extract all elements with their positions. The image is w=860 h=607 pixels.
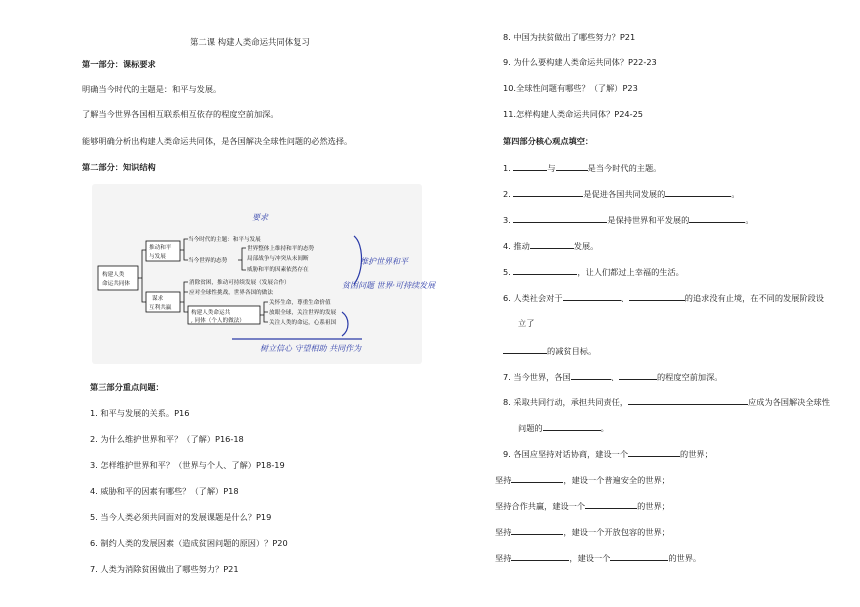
fill-13-text-b: ，建设一个 bbox=[569, 553, 611, 563]
blank-6b bbox=[629, 292, 685, 301]
diagram-s1: 世界整体上维持和平的态势 bbox=[247, 246, 315, 252]
fill-5-text: ，让人们都过上幸福的生活。 bbox=[577, 267, 684, 277]
diagram-community-line1: 构建人类命运共 bbox=[191, 310, 231, 316]
fill-9-text-b: 的世界； bbox=[680, 449, 713, 459]
fill-12 bbox=[495, 526, 670, 538]
fill-12-text-b: ，建设一个开放包容的世界； bbox=[563, 527, 670, 537]
question-3: 3. 怎样维护世界和平？（世界与个人、了解）P18-19 bbox=[90, 460, 285, 470]
fill-6-cont: 立了 bbox=[518, 318, 535, 328]
blank-3a bbox=[513, 214, 607, 223]
blank-6a bbox=[563, 292, 621, 301]
blank-12a bbox=[511, 526, 563, 535]
diagram-global: 应对全球性挑战，世界各国的做法 bbox=[189, 290, 273, 296]
fill-13 bbox=[495, 552, 701, 564]
question-11: 11.怎样构建人类命运共同体？P24-25 bbox=[503, 109, 643, 119]
blank-11a bbox=[585, 500, 637, 509]
diagram-note-poverty: 贫困问题 世界·可持续发展 bbox=[342, 281, 436, 290]
question-9: 9. 为什么要构建人类命运共同体？P22-23 bbox=[503, 57, 657, 67]
fill-11-text-a: 坚持合作共赢，建设一个 bbox=[495, 501, 586, 511]
requirement-1: 明确当今时代的主题是：和平与发展。 bbox=[82, 84, 222, 94]
diagram-branch2-line2: 互利共赢 bbox=[149, 305, 172, 311]
diagram-theme: 当今时代的主题：和平与发展 bbox=[188, 237, 261, 243]
fill-2 bbox=[503, 188, 740, 200]
document-title: 第二课 构建人类命运共同体复习 bbox=[190, 37, 310, 47]
blank-9a bbox=[628, 448, 680, 457]
blank-7b bbox=[619, 371, 657, 380]
fill-10-text-a: 坚持 bbox=[495, 475, 512, 485]
fill-13-text-a: 坚持 bbox=[495, 553, 512, 563]
question-4: 4. 威胁和平的因素有哪些？（了解）P18 bbox=[90, 486, 239, 496]
blank-8b bbox=[543, 422, 601, 431]
fill-8 bbox=[503, 396, 830, 408]
fill-2-number: 2. bbox=[503, 189, 511, 199]
blank-13b bbox=[610, 552, 668, 561]
fill-3-text-b: 。 bbox=[745, 215, 754, 225]
fill-4 bbox=[503, 240, 598, 252]
fill-1-number: 1. bbox=[503, 163, 511, 173]
part3-heading: 第三部分重点问题： bbox=[90, 382, 164, 392]
fill-6-end bbox=[503, 345, 596, 357]
fill-3-text-a: 是保持世界和平发展的 bbox=[607, 215, 690, 225]
diagram-note-peace: 维护世界和平 bbox=[360, 257, 408, 266]
knowledge-structure-diagram bbox=[92, 184, 436, 364]
question-2: 2. 为什么维护世界和平？（了解）P16-18 bbox=[90, 434, 244, 444]
blank-3b bbox=[689, 214, 745, 223]
fill-10 bbox=[495, 474, 670, 486]
fill-8-cont bbox=[518, 422, 609, 434]
diagram-branch1-line2: 与发展 bbox=[149, 254, 166, 260]
fill-8-text-d: 。 bbox=[600, 423, 609, 433]
fill-9-text-a: 9. 各国应坚持对话协商，建设一个 bbox=[503, 449, 629, 459]
fill-4-text-a: 4. 推动 bbox=[503, 241, 530, 251]
fill-7-text-a: 7. 当今世界，各国 bbox=[503, 372, 571, 382]
fill-10-text-b: ，建设一个普遍安全的世界； bbox=[563, 475, 670, 485]
question-10: 10.全球性问题有哪些？（了解）P23 bbox=[503, 83, 638, 93]
requirement-2: 了解当今世界各国相互联系相互依存的程度空前加深。 bbox=[82, 109, 279, 119]
blank-2b bbox=[665, 188, 731, 197]
question-7: 7. 人类为消除贫困做出了哪些努力？P21 bbox=[90, 564, 239, 574]
fill-1 bbox=[503, 162, 661, 174]
diagram-c1: 关怀生命，尊重生命价值 bbox=[269, 300, 331, 306]
blank-13a bbox=[511, 552, 569, 561]
diagram-note-requirement: 要求 bbox=[252, 213, 268, 222]
diagram-c2: 放眼全球，关注世界的发展 bbox=[269, 310, 337, 316]
question-1: 1. 和平与发展的关系。P16 bbox=[90, 408, 190, 418]
fill-12-text-a: 坚持 bbox=[495, 527, 512, 537]
diagram-c3: 关注人类的命运，心系祖国 bbox=[269, 320, 337, 326]
part4-heading: 第四部分核心观点填空： bbox=[503, 136, 594, 146]
blank-8a bbox=[628, 396, 748, 405]
blank-1b bbox=[556, 162, 588, 171]
fill-1-text-a: 与 bbox=[547, 163, 556, 173]
fill-7-text-c: 的程度空前加深。 bbox=[656, 372, 723, 382]
diagram-s3: 威胁和平的因素依然存在 bbox=[247, 267, 309, 273]
fill-8-text-c: 问题的 bbox=[518, 423, 543, 433]
question-6: 6. 制约人类的发展因素（造成贫困问题的原因）？P20 bbox=[90, 538, 288, 548]
fill-2-text-b: 。 bbox=[731, 189, 740, 199]
blank-2a bbox=[513, 188, 583, 197]
fill-6 bbox=[503, 292, 824, 304]
blank-10a bbox=[511, 474, 563, 483]
part1-heading: 第一部分：课标要求 bbox=[82, 59, 156, 69]
blank-6c bbox=[503, 345, 547, 354]
fill-9 bbox=[503, 448, 713, 460]
fill-8-text-b: 应成为各国解决全球性 bbox=[748, 397, 830, 407]
diagram-branch1-line1: 推动和平 bbox=[149, 245, 172, 251]
blank-1a bbox=[513, 162, 547, 171]
fill-5-number: 5. bbox=[503, 267, 511, 277]
diagram-poverty: 消除贫困，推动可持续发展（发展合作） bbox=[189, 280, 290, 286]
requirement-3: 能够明确分析出构建人类命运共同体，是各国解决全球性问题的必然选择。 bbox=[82, 136, 353, 146]
part2-heading: 第二部分：知识结构 bbox=[82, 162, 156, 172]
fill-11 bbox=[495, 500, 670, 512]
blank-5a bbox=[513, 266, 577, 275]
fill-3 bbox=[503, 214, 754, 226]
fill-7 bbox=[503, 371, 722, 383]
fill-11-text-b: 的世界； bbox=[637, 501, 670, 511]
diagram-community-line2: , 同体（个人的做法） bbox=[191, 318, 245, 324]
blank-7a bbox=[571, 371, 611, 380]
fill-6-text-e: 的减贫目标。 bbox=[547, 346, 597, 356]
fill-5 bbox=[503, 266, 684, 278]
fill-6-text-a: 6. 人类社会对于 bbox=[503, 293, 563, 303]
diagram-branch2-line1: 谋求 bbox=[152, 296, 164, 302]
fill-8-text-a: 8. 采取共同行动，承担共同责任， bbox=[503, 397, 629, 407]
diagram-situation: 当今世界的态势 bbox=[188, 258, 228, 264]
fill-6-text-c: 的追求没有止境，在不同的发展阶段设 bbox=[684, 293, 824, 303]
blank-4a bbox=[530, 240, 574, 249]
fill-2-text-a: 是促进各国共同发展的 bbox=[583, 189, 666, 199]
diagram-s2: 局部战争与冲突从未间断 bbox=[247, 256, 309, 262]
fill-1-text-b: 是当今时代的主题。 bbox=[587, 163, 662, 173]
fill-7-text-b: 、 bbox=[610, 372, 619, 382]
diagram-note-confidence: 树立信心 守望相助 共同作为 bbox=[260, 344, 362, 353]
diagram-root-line1: 构建人类 bbox=[102, 272, 125, 278]
fill-4-text-b: 发展。 bbox=[573, 241, 599, 251]
fill-3-number: 3. bbox=[503, 215, 511, 225]
fill-13-text-c: 的世界。 bbox=[668, 553, 702, 563]
diagram-root-line2: 命运共同体 bbox=[102, 281, 130, 287]
fill-6-text-b: 、 bbox=[620, 293, 629, 303]
question-5: 5. 当今人类必须共同面对的发展课题是什么？P19 bbox=[90, 512, 272, 522]
question-8: 8. 中国为扶贫做出了哪些努力？P21 bbox=[503, 32, 636, 42]
